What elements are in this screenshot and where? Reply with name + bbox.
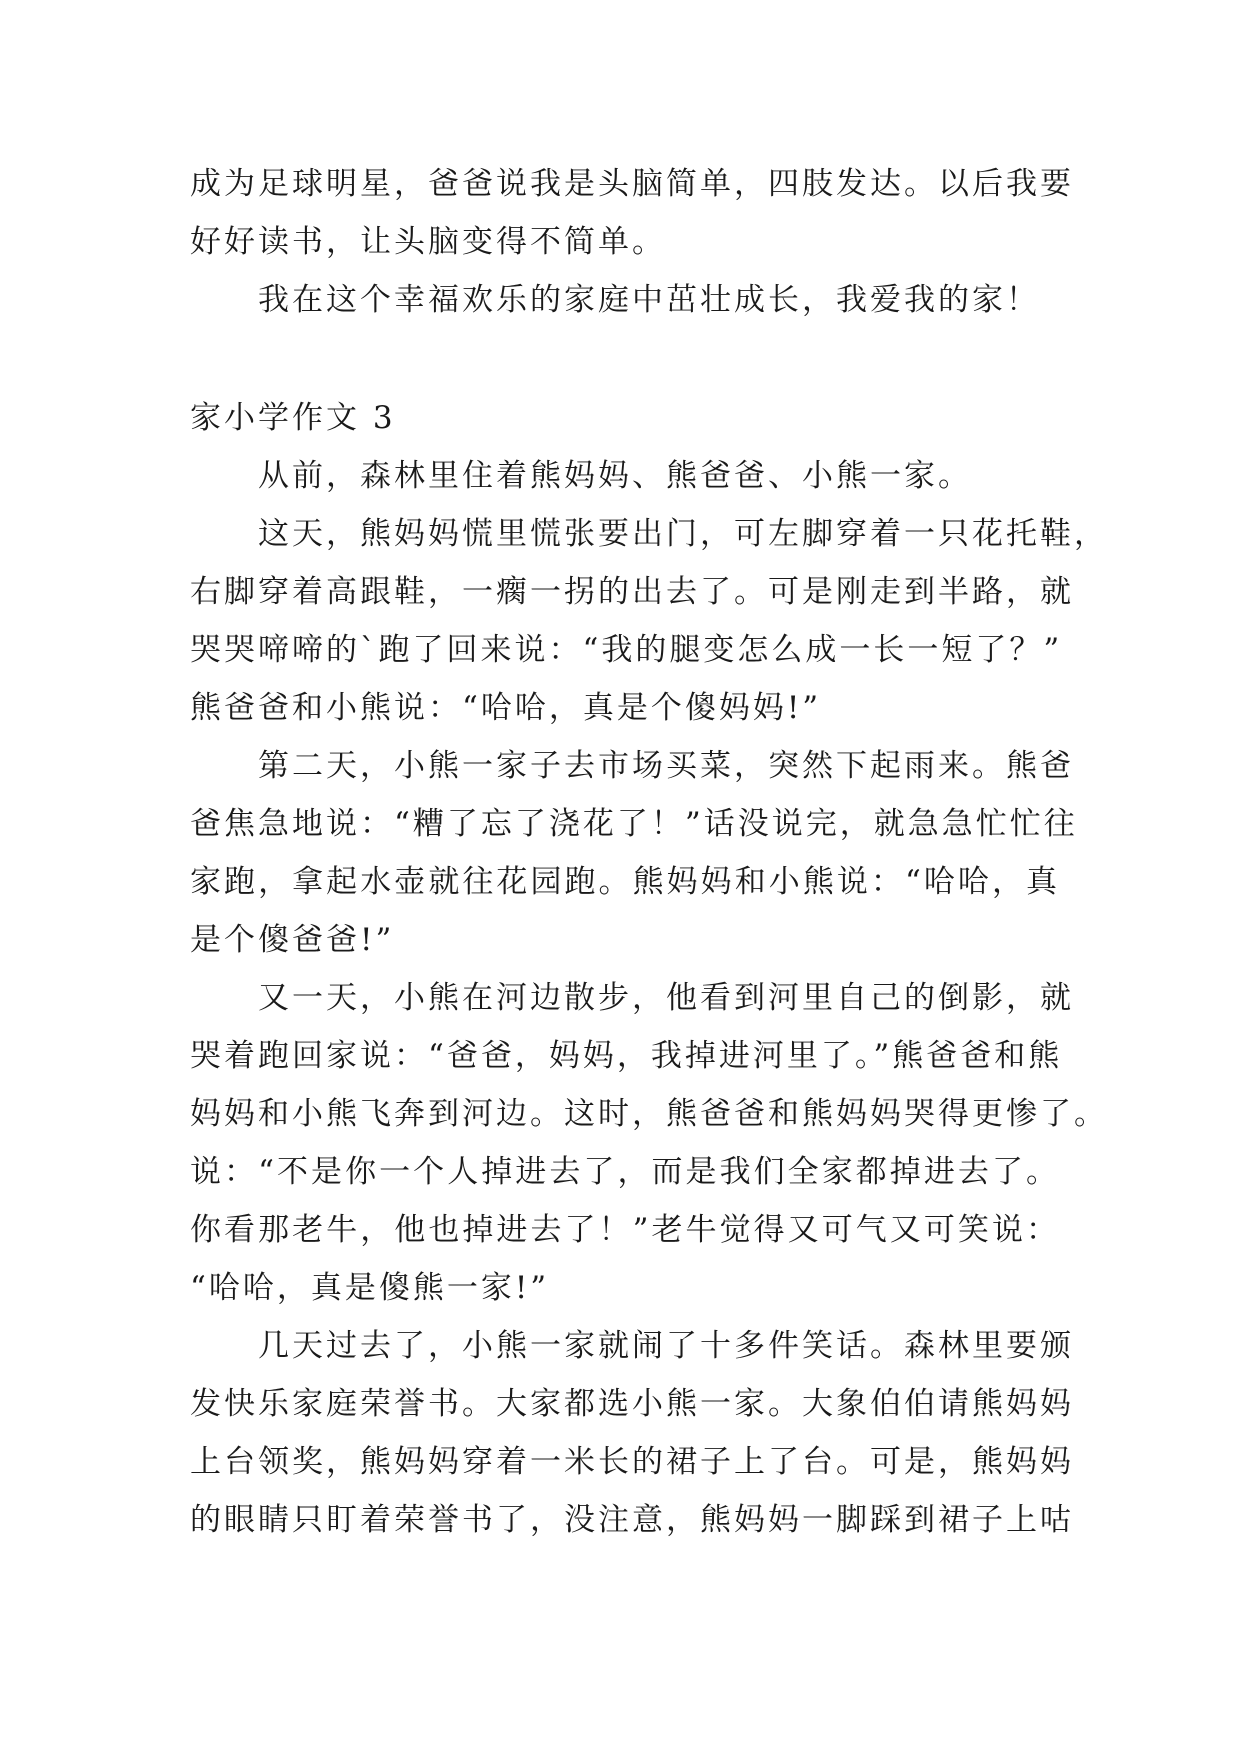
text-line: 妈妈和小熊飞奔到河边。这时，熊爸爸和熊妈妈哭得更惨了。 (190, 1096, 1108, 1132)
section-heading: 家小学作文 3 (190, 400, 396, 436)
text-line: 哭着跑回家说：“爸爸，妈妈，我掉进河里了。”熊爸爸和熊 (190, 1038, 1063, 1074)
text-line: 哭哭啼啼的`跑了回来说：“我的腿变怎么成一长一短了？” (190, 632, 1063, 668)
text-line: 成为足球明星，爸爸说我是头脑简单，四肢发达。以后我要 (190, 166, 1074, 202)
text-line: 爸焦急地说：“糟了忘了浇花了！”话没说完，就急急忙忙往 (190, 806, 1078, 842)
text-line: 好好读书，让头脑变得不简单。 (190, 224, 666, 260)
text-line: “哈哈，真是傻熊一家!” (190, 1270, 550, 1306)
text-line: 上台领奖，熊妈妈穿着一米长的裙子上了台。可是，熊妈妈 (190, 1444, 1074, 1480)
text-line: 是个傻爸爸!” (190, 922, 395, 958)
text-line: 第二天，小熊一家子去市场买菜，突然下起雨来。熊爸 (258, 748, 1074, 784)
text-line: 发快乐家庭荣誉书。大家都选小熊一家。大象伯伯请熊妈妈 (190, 1386, 1074, 1422)
text-line: 熊爸爸和小熊说：“哈哈，真是个傻妈妈!” (190, 690, 822, 726)
text-line: 这天，熊妈妈慌里慌张要出门，可左脚穿着一只花托鞋， (258, 516, 1108, 552)
text-line: 几天过去了，小熊一家就闹了十多件笑话。森林里要颁 (258, 1328, 1074, 1364)
text-line: 又一天，小熊在河边散步，他看到河里自己的倒影，就 (258, 980, 1074, 1016)
text-line: 说：“不是你一个人掉进去了，而是我们全家都掉进去了。 (190, 1154, 1060, 1190)
text-line: 家跑，拿起水壶就往花园跑。熊妈妈和小熊说：“哈哈，真 (190, 864, 1060, 900)
text-line: 右脚穿着高跟鞋，一瘸一拐的出去了。可是刚走到半路，就 (190, 574, 1074, 610)
text-line: 从前，森林里住着熊妈妈、熊爸爸、小熊一家。 (258, 458, 972, 494)
text-line: 的眼睛只盯着荣誉书了，没注意，熊妈妈一脚踩到裙子上咕 (190, 1502, 1074, 1538)
text-line: 你看那老牛，他也掉进去了！”老牛觉得又可气又可笑说： (190, 1212, 1060, 1248)
text-line: 我在这个幸福欢乐的家庭中茁壮成长，我爱我的家！ (258, 282, 1040, 318)
